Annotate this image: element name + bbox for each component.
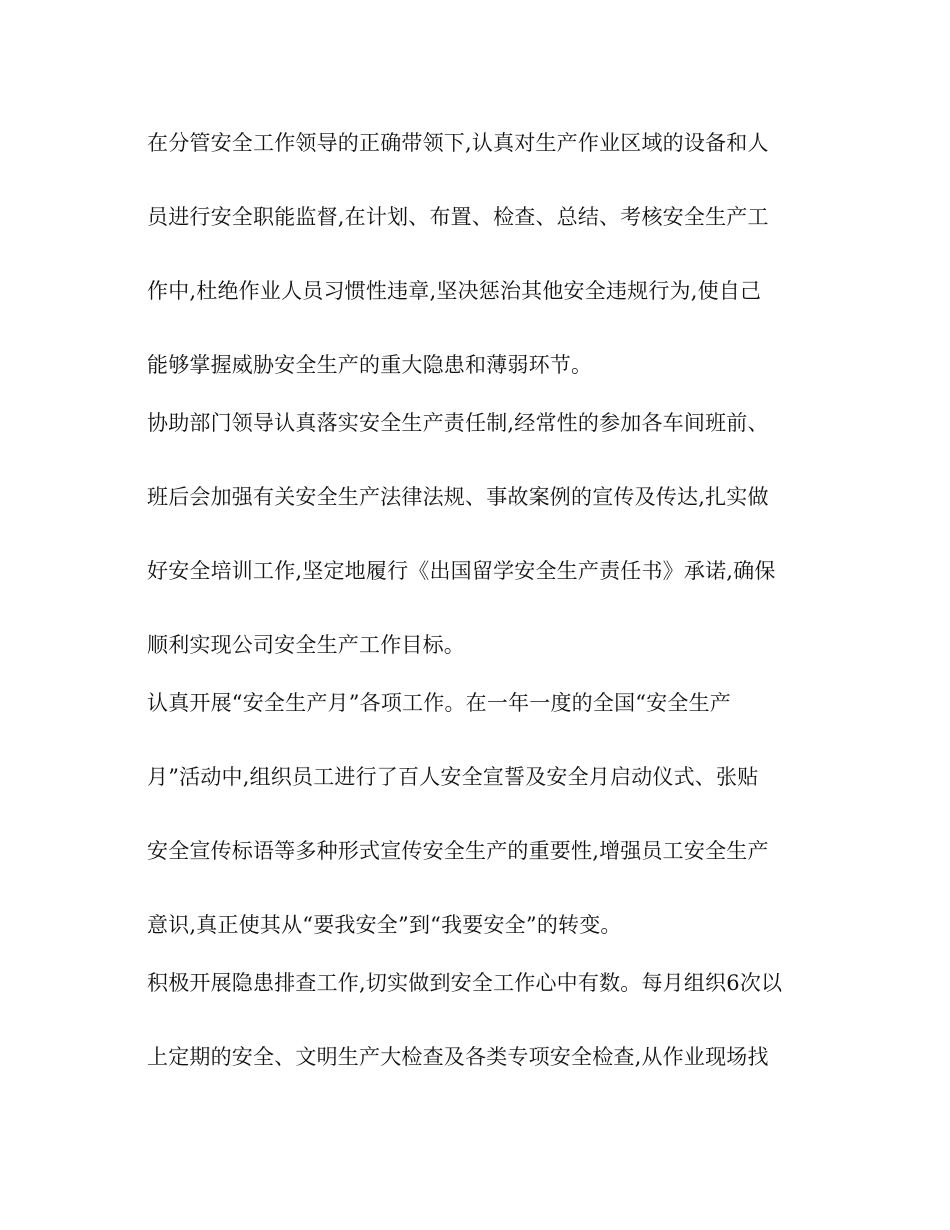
- paragraph-1-line-2: 员进行安全职能监督,在计划、布置、检查、总结、考核安全生产工: [147, 205, 769, 229]
- paragraph-1-line-4: 能够掌握威胁安全生产的重大隐患和薄弱环节。: [147, 353, 593, 377]
- paragraph-1-line-3: 作中,杜绝作业人员习惯性违章,坚决惩治其他安全违规行为,使自己: [147, 279, 762, 303]
- paragraph-3-line-1: 认真开展“安全生产月”各项工作。在一年一度的全国“安全生产: [147, 691, 732, 715]
- paragraph-1-line-1: 在分管安全工作领导的正确带领下,认真对生产作业区域的设备和人: [147, 131, 769, 155]
- paragraph-2-line-1: 协助部门领导认真落实安全生产责任制,经常性的参加各车间班前、: [147, 411, 769, 435]
- paragraph-2-line-4: 顺利实现公司安全生产工作目标。: [147, 633, 465, 657]
- paragraph-4-line-1: 积极开展隐患排查工作,切实做到安全工作心中有数。每月组织6次以: [147, 971, 783, 995]
- paragraph-3-line-3: 安全宣传标语等多种形式宣传安全生产的重要性,增强员工安全生产: [147, 839, 769, 863]
- paragraph-2-line-3: 好安全培训工作,坚定地履行《出国留学安全生产责任书》承诺,确保: [147, 559, 776, 583]
- paragraph-2-line-2: 班后会加强有关安全生产法律法规、事故案例的宣传及传达,扎实做: [147, 485, 769, 509]
- paragraph-3-line-2: 月”活动中,组织员工进行了百人安全宣誓及安全月启动仪式、张贴: [147, 765, 759, 789]
- paragraph-4-line-2: 上定期的安全、文明生产大检查及各类专项安全检查,从作业现场找: [147, 1045, 769, 1069]
- paragraph-3-line-4: 意识,真正使其从“要我安全”到“我要安全”的转变。: [147, 913, 622, 937]
